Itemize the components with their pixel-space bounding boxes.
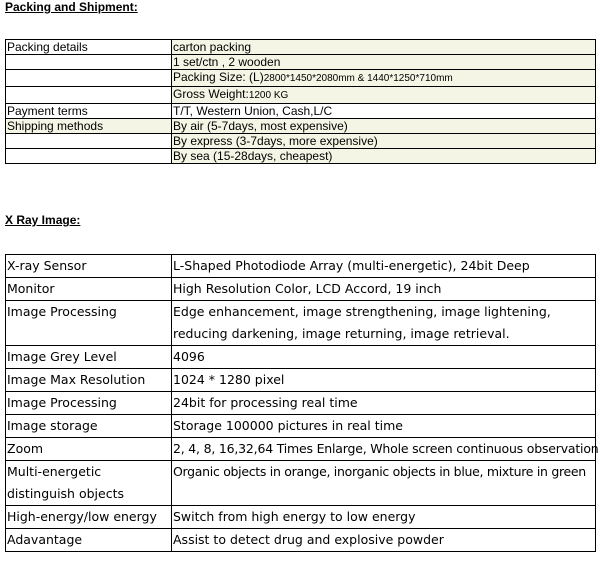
packing-size-prefix: Packing Size: (L) (173, 70, 264, 84)
row-value: By air (5-7days, most expensive) (172, 119, 596, 134)
row-label: Image Processing (6, 301, 172, 346)
row-label (6, 149, 172, 164)
table-row (6, 134, 596, 149)
row-value: 2, 4, 8, 16,32,64 Times Enlarge, Whole screen continuous observation (172, 438, 596, 461)
row-label: Shipping methods (6, 119, 172, 134)
table-row (6, 104, 596, 119)
row-value (172, 70, 596, 87)
row-label (6, 134, 172, 149)
row-value: 1024 * 1280 pixel (172, 369, 596, 392)
table-row (6, 392, 596, 415)
table-row (6, 369, 596, 392)
table-row (6, 461, 596, 506)
gross-weight-prefix: Gross Weight: (173, 87, 249, 101)
row-value: Storage 100000 pictures in real time (172, 415, 596, 438)
row-label: Packing details (6, 40, 172, 55)
row-value: Switch from high energy to low energy (172, 506, 596, 529)
row-value: 4096 (172, 346, 596, 369)
row-value: L-Shaped Photodiode Array (multi-energetic), 24bit Deep (172, 255, 596, 278)
table-row (6, 415, 596, 438)
row-value: Edge enhancement, image strengthening, image lightening, reducing darkening, image returning, image retrieval. (172, 301, 596, 346)
table-row (6, 119, 596, 134)
row-label (6, 70, 172, 87)
row-label: High-energy/low energy (6, 506, 172, 529)
row-value: 24bit for processing real time (172, 392, 596, 415)
table-row (6, 70, 596, 87)
packing-size-value: 2800*1450*2080mm & 1440*1250*710mm (263, 73, 453, 84)
row-value: By express (3-7days, more expensive) (172, 134, 596, 149)
row-label: X-ray Sensor (6, 255, 172, 278)
table-row (6, 506, 596, 529)
row-value: T/T, Western Union, Cash,L/C (172, 104, 596, 119)
row-label: Adavantage (6, 529, 172, 552)
row-label: Zoom (6, 438, 172, 461)
row-label (6, 55, 172, 70)
table-row (6, 438, 596, 461)
xray-image-heading: X Ray Image: (5, 213, 81, 227)
packing-table (5, 39, 596, 164)
row-value: High Resolution Color, LCD Accord, 19 inch (172, 278, 596, 301)
table-row (6, 255, 596, 278)
row-value: 1 set/ctn , 2 wooden (172, 55, 596, 70)
row-label: Image Grey Level (6, 346, 172, 369)
table-row (6, 346, 596, 369)
row-label: Multi-energetic distinguish objects (6, 461, 172, 506)
table-row (6, 278, 596, 301)
table-row (6, 55, 596, 70)
row-label: Monitor (6, 278, 172, 301)
row-label: Payment terms (6, 104, 172, 119)
row-label: Image Max Resolution (6, 369, 172, 392)
row-value (172, 87, 596, 104)
row-value: Assist to detect drug and explosive powder (172, 529, 596, 552)
row-label: Image storage (6, 415, 172, 438)
packing-shipment-heading: Packing and Shipment: (5, 0, 138, 14)
row-value: carton packing (172, 40, 596, 55)
row-label: Image Processing (6, 392, 172, 415)
row-value: By sea (15-28days, cheapest) (172, 149, 596, 164)
xray-table (5, 254, 599, 552)
table-row (6, 149, 596, 164)
row-value: Organic objects in orange, inorganic objects in blue, mixture in green (172, 461, 596, 506)
table-row (6, 301, 596, 346)
table-row (6, 87, 596, 104)
gross-weight-value: 1200 KG (248, 90, 289, 101)
table-row (6, 529, 596, 552)
table-row (6, 40, 596, 55)
row-label (6, 87, 172, 104)
